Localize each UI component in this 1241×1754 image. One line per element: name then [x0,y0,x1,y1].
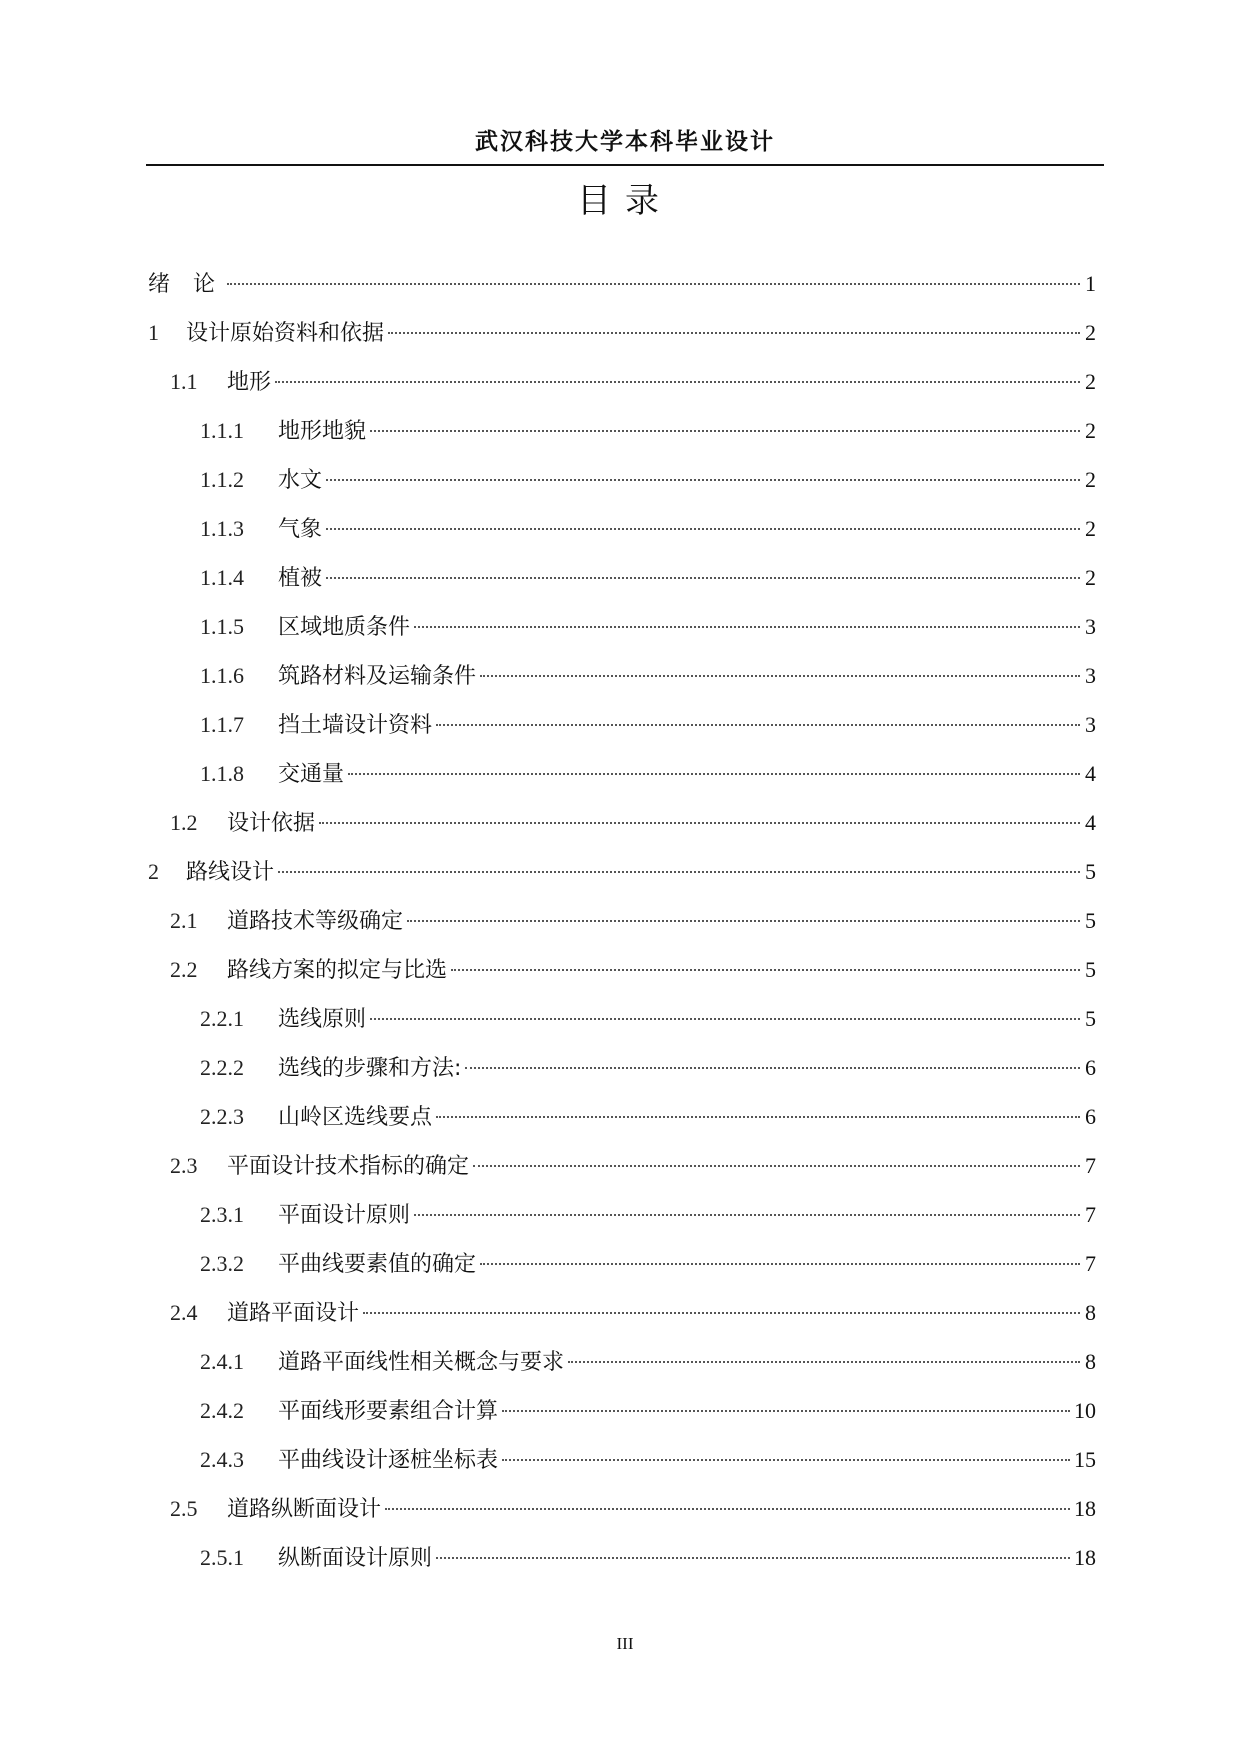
toc-entry-title: 设计依据 [227,811,316,836]
toc-dot-leader [275,381,1080,383]
toc-entry-page: 2 [1085,320,1096,345]
toc-entry-title: 路线设计 [186,860,275,885]
toc-entry[interactable] [148,311,1096,360]
toc-entry-number: 1 [148,320,159,345]
toc-entry-page: 18 [1074,1496,1096,1521]
toc-entry[interactable] [148,850,1096,899]
toc-entry-number: 2 [148,859,159,884]
toc-entry-number: 1.1.1 [200,418,244,443]
toc-entry-title: 山岭区选线要点 [278,1105,433,1130]
toc-dot-leader [502,1459,1070,1461]
toc-entry[interactable] [148,752,1096,801]
toc-entry-number: 1.1.2 [200,467,244,492]
toc-entry[interactable] [148,262,1096,311]
toc-dot-leader [436,724,1080,726]
toc-entry-page: 6 [1085,1104,1096,1129]
toc-entry[interactable] [148,654,1096,703]
toc-dot-leader [326,528,1080,530]
toc-entry-number: 1.1.7 [200,712,244,737]
table-of-contents [148,262,1096,1585]
toc-entry-page: 8 [1085,1349,1096,1374]
toc-entry[interactable] [148,1487,1096,1536]
toc-entry[interactable] [148,703,1096,752]
toc-entry-title: 设计原始资料和依据 [186,321,385,346]
toc-entry-number: 2.2.3 [200,1104,244,1129]
toc-dot-leader [414,1214,1080,1216]
toc-entry-number: 2.4.3 [200,1447,244,1472]
toc-entry-title: 筑路材料及运输条件 [278,664,477,689]
toc-entry[interactable] [148,605,1096,654]
toc-entry-page: 3 [1085,663,1096,688]
toc-entry-title: 平曲线设计逐桩坐标表 [278,1448,499,1473]
toc-entry-number: 1.1.8 [200,761,244,786]
toc-entry-title: 平曲线要素值的确定 [278,1252,477,1277]
toc-entry[interactable] [148,360,1096,409]
toc-entry[interactable] [148,1438,1096,1487]
toc-entry-number: 1.1.3 [200,516,244,541]
toc-entry-page: 10 [1074,1398,1096,1423]
toc-entry-page: 5 [1085,859,1096,884]
toc-entry-number: 2.2.1 [200,1006,244,1031]
toc-entry-title: 植被 [278,566,323,591]
toc-entry-page: 5 [1085,908,1096,933]
toc-dot-leader [388,332,1080,334]
toc-entry[interactable] [148,1095,1096,1144]
toc-entry[interactable] [148,1046,1096,1095]
toc-entry[interactable] [148,1291,1096,1340]
toc-entry-number: 2.3.2 [200,1251,244,1276]
toc-entry-title: 水文 [278,468,323,493]
toc-entry-number: 2.5 [170,1496,198,1521]
toc-entry-page: 2 [1085,467,1096,492]
toc-entry-number: 1.1.4 [200,565,244,590]
running-header-title: 武汉科技大学本科毕业设计 [475,129,775,155]
toc-dot-leader [480,675,1080,677]
toc-entry-title: 选线原则 [278,1007,367,1032]
toc-entry-number: 2.4.1 [200,1349,244,1374]
toc-entry[interactable] [148,507,1096,556]
toc-entry-number: 1.1.5 [200,614,244,639]
toc-entry[interactable] [148,409,1096,458]
toc-entry-page: 2 [1085,565,1096,590]
toc-entry-page: 3 [1085,712,1096,737]
toc-entry-page: 1 [1085,271,1096,296]
toc-entry-title: 选线的步骤和方法: [278,1056,462,1081]
toc-entry-page: 4 [1085,810,1096,835]
toc-entry-number: 2.5.1 [200,1545,244,1570]
toc-dot-leader [363,1312,1080,1314]
toc-entry-title: 绪 论 [148,272,223,297]
toc-entry-title: 地形 [227,370,272,395]
toc-dot-leader [385,1508,1070,1510]
toc-dot-leader [407,920,1080,922]
toc-dot-leader [451,969,1080,971]
toc-entry-number: 2.2 [170,957,198,982]
toc-entry[interactable] [148,556,1096,605]
toc-dot-leader [227,283,1080,285]
toc-entry-number: 2.2.2 [200,1055,244,1080]
toc-entry-page: 2 [1085,516,1096,541]
toc-entry[interactable] [148,801,1096,850]
toc-entry-title: 平面设计技术指标的确定 [227,1154,470,1179]
toc-entry-number: 1.1 [170,369,198,394]
toc-entry-page: 7 [1085,1153,1096,1178]
page-number: III [616,1634,634,1653]
toc-entry-title: 平面设计原则 [278,1203,411,1228]
toc-entry-title: 区域地质条件 [278,615,411,640]
toc-dot-leader [480,1263,1080,1265]
toc-entry-title: 道路技术等级确定 [227,909,404,934]
toc-entry-number: 1.2 [170,810,198,835]
toc-entry-page: 3 [1085,614,1096,639]
toc-dot-leader [319,822,1080,824]
toc-entry-number: 2.4.2 [200,1398,244,1423]
toc-dot-leader [568,1361,1080,1363]
toc-entry-page: 8 [1085,1300,1096,1325]
toc-entry-page: 7 [1085,1202,1096,1227]
toc-entry-page: 2 [1085,369,1096,394]
toc-entry-number: 1.1.6 [200,663,244,688]
toc-dot-leader [370,430,1080,432]
toc-dot-leader [326,577,1080,579]
toc-entry[interactable] [148,1389,1096,1438]
toc-entry[interactable] [148,1536,1096,1585]
toc-entry-page: 6 [1085,1055,1096,1080]
toc-dot-leader [326,479,1080,481]
toc-dot-leader [348,773,1080,775]
toc-entry-title: 道路纵断面设计 [227,1497,382,1522]
toc-entry-title: 交通量 [278,762,345,787]
toc-dot-leader [436,1557,1070,1559]
toc-entry[interactable] [148,1144,1096,1193]
toc-dot-leader [473,1165,1080,1167]
toc-entry-page: 18 [1074,1545,1096,1570]
toc-entry[interactable] [148,1242,1096,1291]
toc-entry[interactable] [148,1340,1096,1389]
toc-dot-leader [436,1116,1080,1118]
toc-entry-page: 5 [1085,1006,1096,1031]
toc-entry-title: 路线方案的拟定与比选 [227,958,448,983]
toc-entry[interactable] [148,948,1096,997]
toc-entry-number: 2.3 [170,1153,198,1178]
toc-title: 目录 [577,181,673,221]
toc-entry[interactable] [148,1193,1096,1242]
toc-entry-title: 平面线形要素组合计算 [278,1399,499,1424]
toc-entry-page: 5 [1085,957,1096,982]
toc-entry-page: 7 [1085,1251,1096,1276]
toc-entry-number: 2.3.1 [200,1202,244,1227]
toc-entry-title: 纵断面设计原则 [278,1546,433,1571]
header-rule [146,164,1104,166]
toc-entry-title: 挡土墙设计资料 [278,713,433,738]
toc-entry-number: 2.4 [170,1300,198,1325]
toc-dot-leader [414,626,1080,628]
toc-entry-page: 2 [1085,418,1096,443]
toc-entry-title: 道路平面线性相关概念与要求 [278,1350,565,1375]
toc-entry[interactable] [148,997,1096,1046]
toc-entry-title: 气象 [278,517,323,542]
toc-entry-page: 15 [1074,1447,1096,1472]
toc-entry[interactable] [148,458,1096,507]
toc-entry-number: 2.1 [170,908,198,933]
toc-dot-leader [278,871,1080,873]
toc-dot-leader [502,1410,1070,1412]
toc-entry-title: 道路平面设计 [227,1301,360,1326]
toc-dot-leader [465,1067,1080,1069]
toc-entry[interactable] [148,899,1096,948]
toc-dot-leader [370,1018,1080,1020]
toc-entry-page: 4 [1085,761,1096,786]
toc-entry-title: 地形地貌 [278,419,367,444]
